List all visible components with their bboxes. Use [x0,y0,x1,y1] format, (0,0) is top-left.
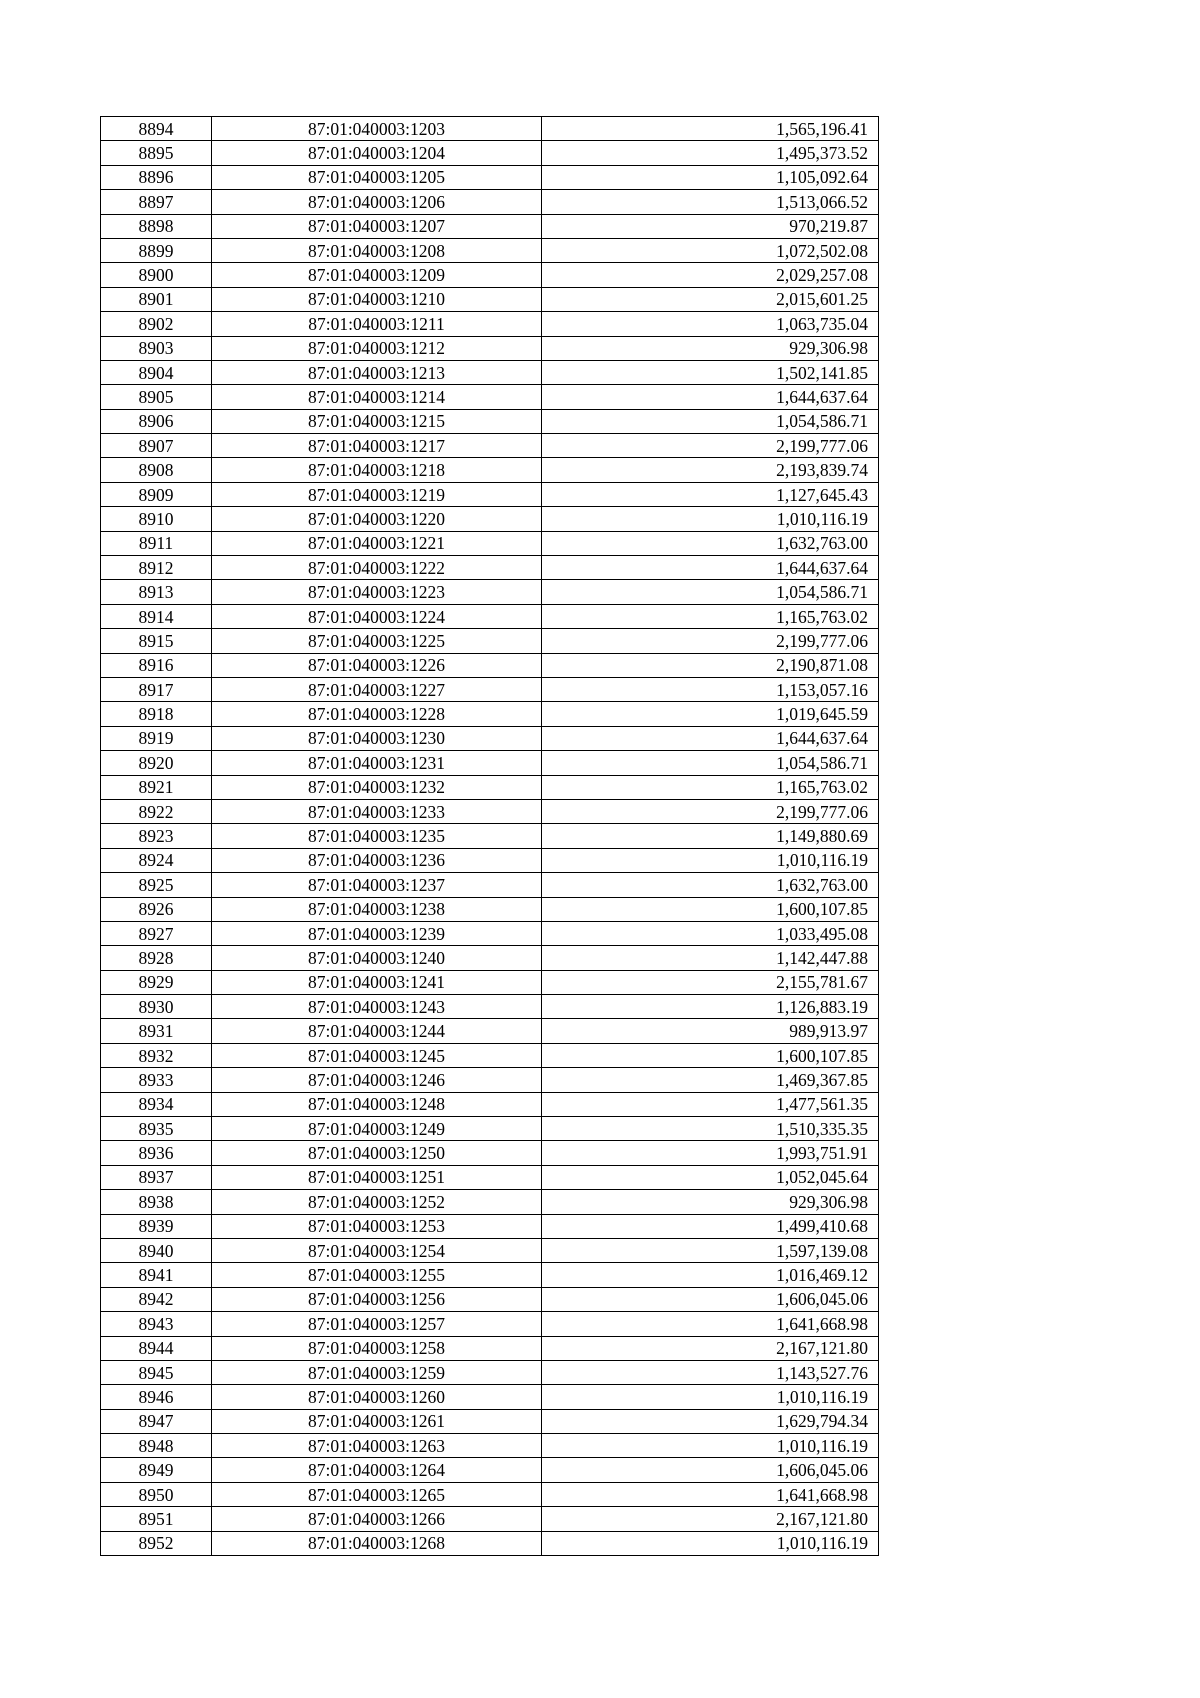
row-number-cell: 8928 [101,946,212,970]
cadastral-number-cell: 87:01:040003:1209 [212,263,542,287]
cadastral-number-cell: 87:01:040003:1211 [212,312,542,336]
cadastral-number-cell: 87:01:040003:1265 [212,1482,542,1506]
cadastral-number-cell: 87:01:040003:1240 [212,946,542,970]
table-row [101,1019,879,1043]
amount-cell: 1,063,735.04 [542,312,879,336]
row-number-cell: 8937 [101,1165,212,1189]
table-row [101,580,879,604]
row-number-cell: 8949 [101,1458,212,1482]
cadastral-number-cell: 87:01:040003:1246 [212,1068,542,1092]
row-number-cell: 8908 [101,458,212,482]
cadastral-number-cell: 87:01:040003:1256 [212,1287,542,1311]
table-row [101,1117,879,1141]
row-number-cell: 8941 [101,1263,212,1287]
amount-cell: 1,010,116.19 [542,1385,879,1409]
amount-cell: 2,199,777.06 [542,629,879,653]
amount-cell: 1,641,668.98 [542,1482,879,1506]
amount-cell: 2,167,121.80 [542,1336,879,1360]
table-row [101,1092,879,1116]
table-row [101,1165,879,1189]
row-number-cell: 8948 [101,1434,212,1458]
cadastral-number-cell: 87:01:040003:1219 [212,482,542,506]
row-number-cell: 8914 [101,604,212,628]
table-row [101,1190,879,1214]
amount-cell: 1,010,116.19 [542,848,879,872]
cadastral-number-cell: 87:01:040003:1230 [212,726,542,750]
amount-cell: 970,219.87 [542,214,879,238]
table-row [101,873,879,897]
table-row [101,1043,879,1067]
amount-cell: 1,016,469.12 [542,1263,879,1287]
cadastral-number-cell: 87:01:040003:1260 [212,1385,542,1409]
amount-cell: 1,054,586.71 [542,751,879,775]
table-row [101,482,879,506]
row-number-cell: 8918 [101,702,212,726]
cadastral-number-cell: 87:01:040003:1203 [212,117,542,141]
table-row [101,1287,879,1311]
table-row [101,165,879,189]
row-number-cell: 8916 [101,653,212,677]
table-row [101,1238,879,1262]
table-row [101,1263,879,1287]
cadastral-number-cell: 87:01:040003:1257 [212,1312,542,1336]
row-number-cell: 8929 [101,970,212,994]
amount-cell: 1,641,668.98 [542,1312,879,1336]
amount-cell: 2,029,257.08 [542,263,879,287]
cadastral-number-cell: 87:01:040003:1217 [212,434,542,458]
cadastral-number-cell: 87:01:040003:1226 [212,653,542,677]
amount-cell: 1,149,880.69 [542,824,879,848]
table-row [101,458,879,482]
row-number-cell: 8919 [101,726,212,750]
cadastral-number-cell: 87:01:040003:1255 [212,1263,542,1287]
row-number-cell: 8926 [101,897,212,921]
cadastral-number-cell: 87:01:040003:1261 [212,1409,542,1433]
amount-cell: 1,510,335.35 [542,1117,879,1141]
cadastral-number-cell: 87:01:040003:1212 [212,336,542,360]
row-number-cell: 8952 [101,1531,212,1555]
row-number-cell: 8944 [101,1336,212,1360]
amount-cell: 2,155,781.67 [542,970,879,994]
cadastral-number-cell: 87:01:040003:1258 [212,1336,542,1360]
amount-cell: 929,306.98 [542,1190,879,1214]
table-row [101,1312,879,1336]
amount-cell: 2,199,777.06 [542,799,879,823]
cadastral-number-cell: 87:01:040003:1253 [212,1214,542,1238]
row-number-cell: 8920 [101,751,212,775]
amount-cell: 2,199,777.06 [542,434,879,458]
amount-cell: 1,072,502.08 [542,238,879,262]
amount-cell: 1,606,045.06 [542,1287,879,1311]
amount-cell: 1,126,883.19 [542,995,879,1019]
cadastral-number-cell: 87:01:040003:1221 [212,531,542,555]
cadastral-number-cell: 87:01:040003:1218 [212,458,542,482]
row-number-cell: 8939 [101,1214,212,1238]
amount-cell: 1,606,045.06 [542,1458,879,1482]
table-row [101,702,879,726]
row-number-cell: 8923 [101,824,212,848]
amount-cell: 1,513,066.52 [542,190,879,214]
table-row [101,629,879,653]
cadastral-number-cell: 87:01:040003:1214 [212,385,542,409]
table-row [101,1068,879,1092]
table-row [101,946,879,970]
table-row [101,995,879,1019]
row-number-cell: 8896 [101,165,212,189]
table-row [101,312,879,336]
amount-cell: 1,010,116.19 [542,507,879,531]
amount-cell: 1,644,637.64 [542,726,879,750]
row-number-cell: 8940 [101,1238,212,1262]
row-number-cell: 8930 [101,995,212,1019]
amount-cell: 1,629,794.34 [542,1409,879,1433]
table-row [101,775,879,799]
table-row [101,824,879,848]
cadastral-number-cell: 87:01:040003:1266 [212,1507,542,1531]
cadastral-number-cell: 87:01:040003:1213 [212,360,542,384]
amount-cell: 1,127,645.43 [542,482,879,506]
table-row [101,1141,879,1165]
table-row [101,141,879,165]
table-row [101,287,879,311]
cadastral-number-cell: 87:01:040003:1220 [212,507,542,531]
amount-cell: 1,477,561.35 [542,1092,879,1116]
table-row [101,507,879,531]
table-row [101,848,879,872]
cadastral-number-cell: 87:01:040003:1210 [212,287,542,311]
cadastral-number-cell: 87:01:040003:1244 [212,1019,542,1043]
table-row [101,1531,879,1555]
table-row [101,336,879,360]
cadastral-number-cell: 87:01:040003:1248 [212,1092,542,1116]
cadastral-number-cell: 87:01:040003:1237 [212,873,542,897]
row-number-cell: 8915 [101,629,212,653]
row-number-cell: 8910 [101,507,212,531]
row-number-cell: 8911 [101,531,212,555]
amount-cell: 1,153,057.16 [542,677,879,701]
cadastral-number-cell: 87:01:040003:1205 [212,165,542,189]
row-number-cell: 8947 [101,1409,212,1433]
row-number-cell: 8932 [101,1043,212,1067]
row-number-cell: 8907 [101,434,212,458]
amount-cell: 1,495,373.52 [542,141,879,165]
amount-cell: 1,052,045.64 [542,1165,879,1189]
row-number-cell: 8945 [101,1360,212,1384]
row-number-cell: 8899 [101,238,212,262]
amount-cell: 1,010,116.19 [542,1531,879,1555]
amount-cell: 1,033,495.08 [542,921,879,945]
row-number-cell: 8925 [101,873,212,897]
cadastral-number-cell: 87:01:040003:1236 [212,848,542,872]
amount-cell: 1,165,763.02 [542,775,879,799]
row-number-cell: 8938 [101,1190,212,1214]
row-number-cell: 8903 [101,336,212,360]
row-number-cell: 8951 [101,1507,212,1531]
amount-cell: 1,019,645.59 [542,702,879,726]
amount-cell: 1,499,410.68 [542,1214,879,1238]
row-number-cell: 8922 [101,799,212,823]
row-number-cell: 8900 [101,263,212,287]
table-row [101,921,879,945]
cadastral-number-cell: 87:01:040003:1263 [212,1434,542,1458]
row-number-cell: 8906 [101,409,212,433]
row-number-cell: 8942 [101,1287,212,1311]
cadastral-number-cell: 87:01:040003:1259 [212,1360,542,1384]
cadastral-number-cell: 87:01:040003:1208 [212,238,542,262]
row-number-cell: 8935 [101,1117,212,1141]
amount-cell: 1,632,763.00 [542,873,879,897]
amount-cell: 989,913.97 [542,1019,879,1043]
amount-cell: 1,010,116.19 [542,1434,879,1458]
table-row [101,1458,879,1482]
row-number-cell: 8924 [101,848,212,872]
amount-cell: 1,600,107.85 [542,897,879,921]
cadastral-number-cell: 87:01:040003:1254 [212,1238,542,1262]
row-number-cell: 8897 [101,190,212,214]
cadastral-number-cell: 87:01:040003:1227 [212,677,542,701]
row-number-cell: 8913 [101,580,212,604]
table-row [101,726,879,750]
table-body [101,117,879,1556]
row-number-cell: 8931 [101,1019,212,1043]
table-row [101,799,879,823]
amount-cell: 1,054,586.71 [542,580,879,604]
amount-cell: 1,993,751.91 [542,1141,879,1165]
cadastral-number-cell: 87:01:040003:1243 [212,995,542,1019]
row-number-cell: 8902 [101,312,212,336]
row-number-cell: 8898 [101,214,212,238]
amount-cell: 1,054,586.71 [542,409,879,433]
cadastral-number-cell: 87:01:040003:1268 [212,1531,542,1555]
table-row [101,117,879,141]
cadastral-number-cell: 87:01:040003:1252 [212,1190,542,1214]
cadastral-number-cell: 87:01:040003:1249 [212,1117,542,1141]
amount-cell: 2,193,839.74 [542,458,879,482]
cadastral-number-cell: 87:01:040003:1206 [212,190,542,214]
amount-cell: 2,015,601.25 [542,287,879,311]
table-row [101,190,879,214]
table-row [101,604,879,628]
row-number-cell: 8950 [101,1482,212,1506]
table-row [101,1336,879,1360]
amount-cell: 1,597,139.08 [542,1238,879,1262]
cadastral-number-cell: 87:01:040003:1228 [212,702,542,726]
cadastral-number-cell: 87:01:040003:1223 [212,580,542,604]
cadastral-number-cell: 87:01:040003:1239 [212,921,542,945]
table-row [101,1434,879,1458]
row-number-cell: 8921 [101,775,212,799]
table-row [101,677,879,701]
amount-cell: 1,142,447.88 [542,946,879,970]
cadastral-number-cell: 87:01:040003:1233 [212,799,542,823]
row-number-cell: 8943 [101,1312,212,1336]
table-row [101,238,879,262]
table-row [101,653,879,677]
row-number-cell: 8905 [101,385,212,409]
amount-cell: 1,565,196.41 [542,117,879,141]
row-number-cell: 8927 [101,921,212,945]
table-row [101,531,879,555]
table-row [101,1482,879,1506]
row-number-cell: 8912 [101,556,212,580]
table-row [101,263,879,287]
cadastral-number-cell: 87:01:040003:1232 [212,775,542,799]
cadastral-number-cell: 87:01:040003:1238 [212,897,542,921]
cadastral-number-cell: 87:01:040003:1241 [212,970,542,994]
row-number-cell: 8946 [101,1385,212,1409]
cadastral-number-cell: 87:01:040003:1224 [212,604,542,628]
cadastral-number-cell: 87:01:040003:1222 [212,556,542,580]
table-row [101,214,879,238]
amount-cell: 1,632,763.00 [542,531,879,555]
table-row [101,970,879,994]
cadastral-number-cell: 87:01:040003:1215 [212,409,542,433]
cadastral-number-cell: 87:01:040003:1264 [212,1458,542,1482]
amount-cell: 1,644,637.64 [542,385,879,409]
row-number-cell: 8895 [101,141,212,165]
cadastral-number-cell: 87:01:040003:1245 [212,1043,542,1067]
amount-cell: 1,644,637.64 [542,556,879,580]
table-row [101,556,879,580]
table-row [101,897,879,921]
amount-cell: 1,143,527.76 [542,1360,879,1384]
row-number-cell: 8904 [101,360,212,384]
cadastral-number-cell: 87:01:040003:1225 [212,629,542,653]
table-row [101,434,879,458]
amount-cell: 2,167,121.80 [542,1507,879,1531]
row-number-cell: 8901 [101,287,212,311]
row-number-cell: 8934 [101,1092,212,1116]
row-number-cell: 8894 [101,117,212,141]
row-number-cell: 8936 [101,1141,212,1165]
data-table [100,116,879,1556]
table-row [101,751,879,775]
table-row [101,1385,879,1409]
amount-cell: 1,165,763.02 [542,604,879,628]
table-row [101,360,879,384]
cadastral-number-cell: 87:01:040003:1235 [212,824,542,848]
table-row [101,385,879,409]
amount-cell: 1,469,367.85 [542,1068,879,1092]
cadastral-number-cell: 87:01:040003:1204 [212,141,542,165]
cadastral-number-cell: 87:01:040003:1250 [212,1141,542,1165]
cadastral-number-cell: 87:01:040003:1207 [212,214,542,238]
amount-cell: 929,306.98 [542,336,879,360]
table-row [101,1409,879,1433]
table-row [101,409,879,433]
table-row [101,1360,879,1384]
row-number-cell: 8917 [101,677,212,701]
cadastral-number-cell: 87:01:040003:1231 [212,751,542,775]
row-number-cell: 8933 [101,1068,212,1092]
amount-cell: 1,600,107.85 [542,1043,879,1067]
amount-cell: 1,502,141.85 [542,360,879,384]
table-row [101,1214,879,1238]
amount-cell: 2,190,871.08 [542,653,879,677]
amount-cell: 1,105,092.64 [542,165,879,189]
row-number-cell: 8909 [101,482,212,506]
table-row [101,1507,879,1531]
cadastral-number-cell: 87:01:040003:1251 [212,1165,542,1189]
